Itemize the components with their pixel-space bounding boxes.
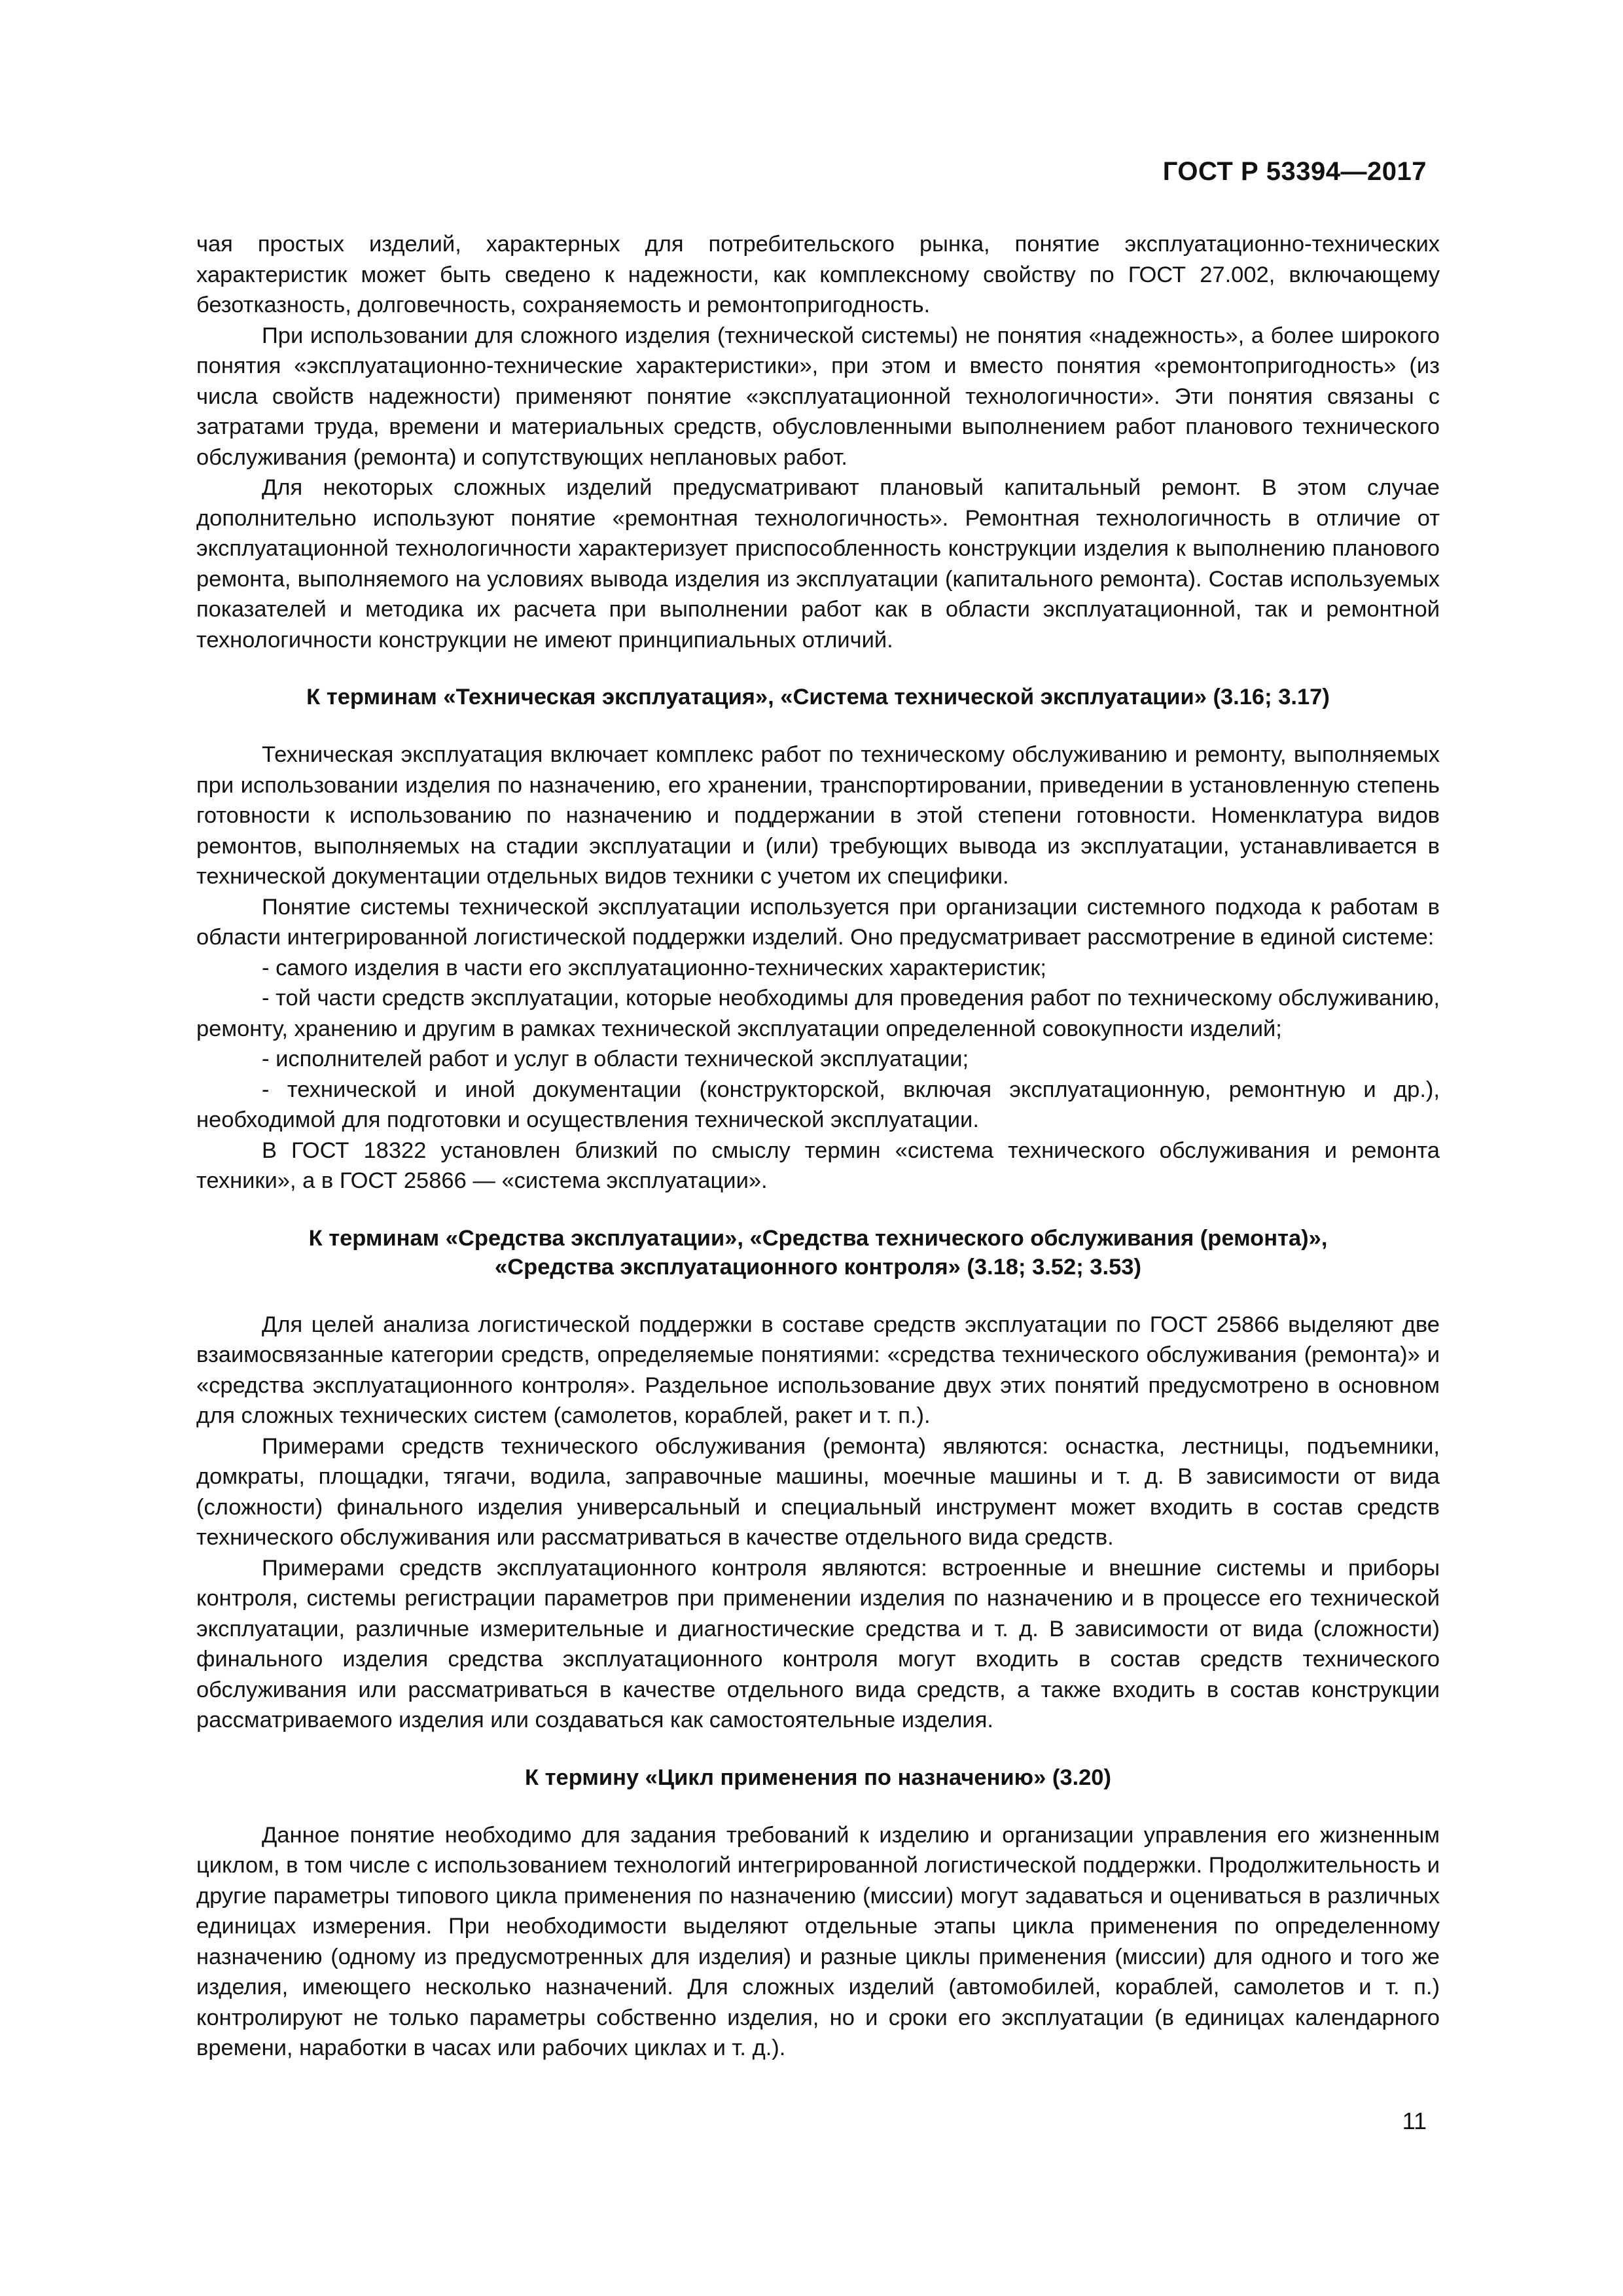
- paragraph: При использовании для сложного изделия (технической системы) не понятия «надежность», а более широкого понятия «эксплуатационно-технические характеристики», при этом и вместо понятия «ремонтопригодность» (из числа свойств надежности) применяют понятие «эксплуатационной технологичности». Эти понятия связаны с затратами труда, времени и материальных средств, обусловленными выполнением работ планового технического обслуживания (ремонта) и сопутствующих неплановых работ.: [196, 323, 1440, 470]
- list-item: - исполнителей работ и услуг в области технической эксплуатации;: [262, 1047, 969, 1071]
- list-item: - технической и иной документации (конструкторской, включая эксплуатационную, ремонтную и др.), необходимой для подготовки и осуществления технической эксплуатации.: [196, 1077, 1440, 1132]
- section-heading: К терминам «Техническая эксплуатация», «Система технической эксплуатации» (3.16; 3.17): [306, 685, 1330, 709]
- paragraph: Данное понятие необходимо для задания требований к изделию и организации управления его жизненным циклом, в том числе с использованием технологий интегрированной логистической поддержки. Продолжительность и другие параметры типового цикла применения по назначению (миссии) могут задаваться и оцениваться в различных единицах измерения. При необходимости выделяют отдельные этапы цикла применения по определенному назначению (одному из предусмотренных для изделия) и разные циклы применения (миссии) для одного и того же изделия, имеющего несколько назначений. Для сложных изделий (автомобилей, кораблей, самолетов и т. п.) контролируют не только параметры собственно изделия, но и сроки его эксплуатации (в единицах календарного времени, наработки в часах или рабочих циклах и т. д.).: [196, 1822, 1440, 2060]
- section-heading: К термину «Цикл применения по назначению» (3.20): [525, 1765, 1111, 1790]
- paragraph: Для некоторых сложных изделий предусматривают плановый капитальный ремонт. В этом случае дополнительно используют понятие «ремонтная технологичность». Ремонтная технологичность в отличие от эксплуатационной технологичности характеризует приспособленность конструкции изделия к выполнению планового ремонта, выполняемого на условиях вывода изделия из эксплуатации (капитального ремонта). Состав используемых показателей и методика их расчета при выполнении работ как в области эксплуатационной, так и ремонтной технологичности конструкции не имеют принципиальных отличий.: [196, 475, 1440, 653]
- document-code: ГОСТ Р 53394—2017: [1162, 157, 1427, 186]
- paragraph: Для целей анализа логистической поддержки в составе средств эксплуатации по ГОСТ 25866 выделяют две взаимосвязанные категории средств, определяемые понятиями: «средства технического обслуживания (ремонта)» и «средства эксплуатационного контроля». Раздельное использование двух этих понятий предусмотрено в основном для сложных технических систем (самолетов, кораблей, ракет и т. п.).: [196, 1312, 1440, 1428]
- section-heading-line: «Средства эксплуатационного контроля» (3.18; 3.52; 3.53): [495, 1254, 1141, 1280]
- paragraph: Примерами средств эксплуатационного контроля являются: встроенные и внешние системы и приборы контроля, системы регистрации параметров при применении изделия по назначению и в процессе его технической эксплуатации, различные измерительные и диагностические средства и т. д. В зависимости от вида (сложности) финального изделия средства эксплуатационного контроля могут входить в состав средств технического обслуживания или рассматриваться в качестве отдельного вида средств, а также входить в состав конструкции рассматриваемого изделия или создаваться как самостоятельные изделия.: [196, 1555, 1440, 1732]
- section-heading-line: К терминам «Средства эксплуатации», «Средства технического обслуживания (ремонта)»,: [308, 1225, 1328, 1251]
- page-body: [196, 229, 1440, 2064]
- paragraph: Понятие системы технической эксплуатации используется при организации системного подхода к работам в области интегрированной логистической поддержки изделий. Оно предусматривает рассмотрение в единой системе:: [196, 894, 1440, 950]
- section-heading: [196, 1224, 1440, 1282]
- paragraph: В ГОСТ 18322 установлен близкий по смыслу термин «система технического обслуживания и ремонта техники», а в ГОСТ 25866 — «система эксплуатации».: [196, 1138, 1440, 1193]
- list-item: - самого изделия в части его эксплуатационно-технических характеристик;: [262, 955, 1046, 980]
- list-item: - той части средств эксплуатации, которые необходимы для проведения работ по техническому обслуживанию, ремонту, хранению и другим в рамках технической эксплуатации определенной совокупности изделий;: [196, 986, 1440, 1041]
- paragraph: чая простых изделий, характерных для потребительского рынка, понятие эксплуатационно-технических характеристик может быть сведено к надежности, как комплексному свойству по ГОСТ 27.002, включающему безотказность, долговечность, сохраняемость и ремонтопригодность.: [196, 232, 1440, 317]
- paragraph: Техническая эксплуатация включает комплекс работ по техническому обслуживанию и ремонту, выполняемых при использовании изделия по назначению, его хранении, транспортировании, приведении в установленную степень готовности к использованию по назначению и поддержании в этой степени готовности. Номенклатура видов ремонтов, выполняемых на стадии эксплуатации и (или) требующих вывода из эксплуатации, устанавливается в технической документации отдельных видов техники с учетом их специфики.: [196, 742, 1440, 889]
- page-number: 11: [1402, 2108, 1427, 2134]
- paragraph: Примерами средств технического обслуживания (ремонта) являются: оснастка, лестницы, подъемники, домкраты, площадки, тягачи, водила, заправочные машины, моечные машины и т. д. В зависимости от вида (сложности) финального изделия универсальный и специальный инструмент может входить в состав средств технического обслуживания или рассматриваться в качестве отдельного вида средств.: [196, 1433, 1440, 1550]
